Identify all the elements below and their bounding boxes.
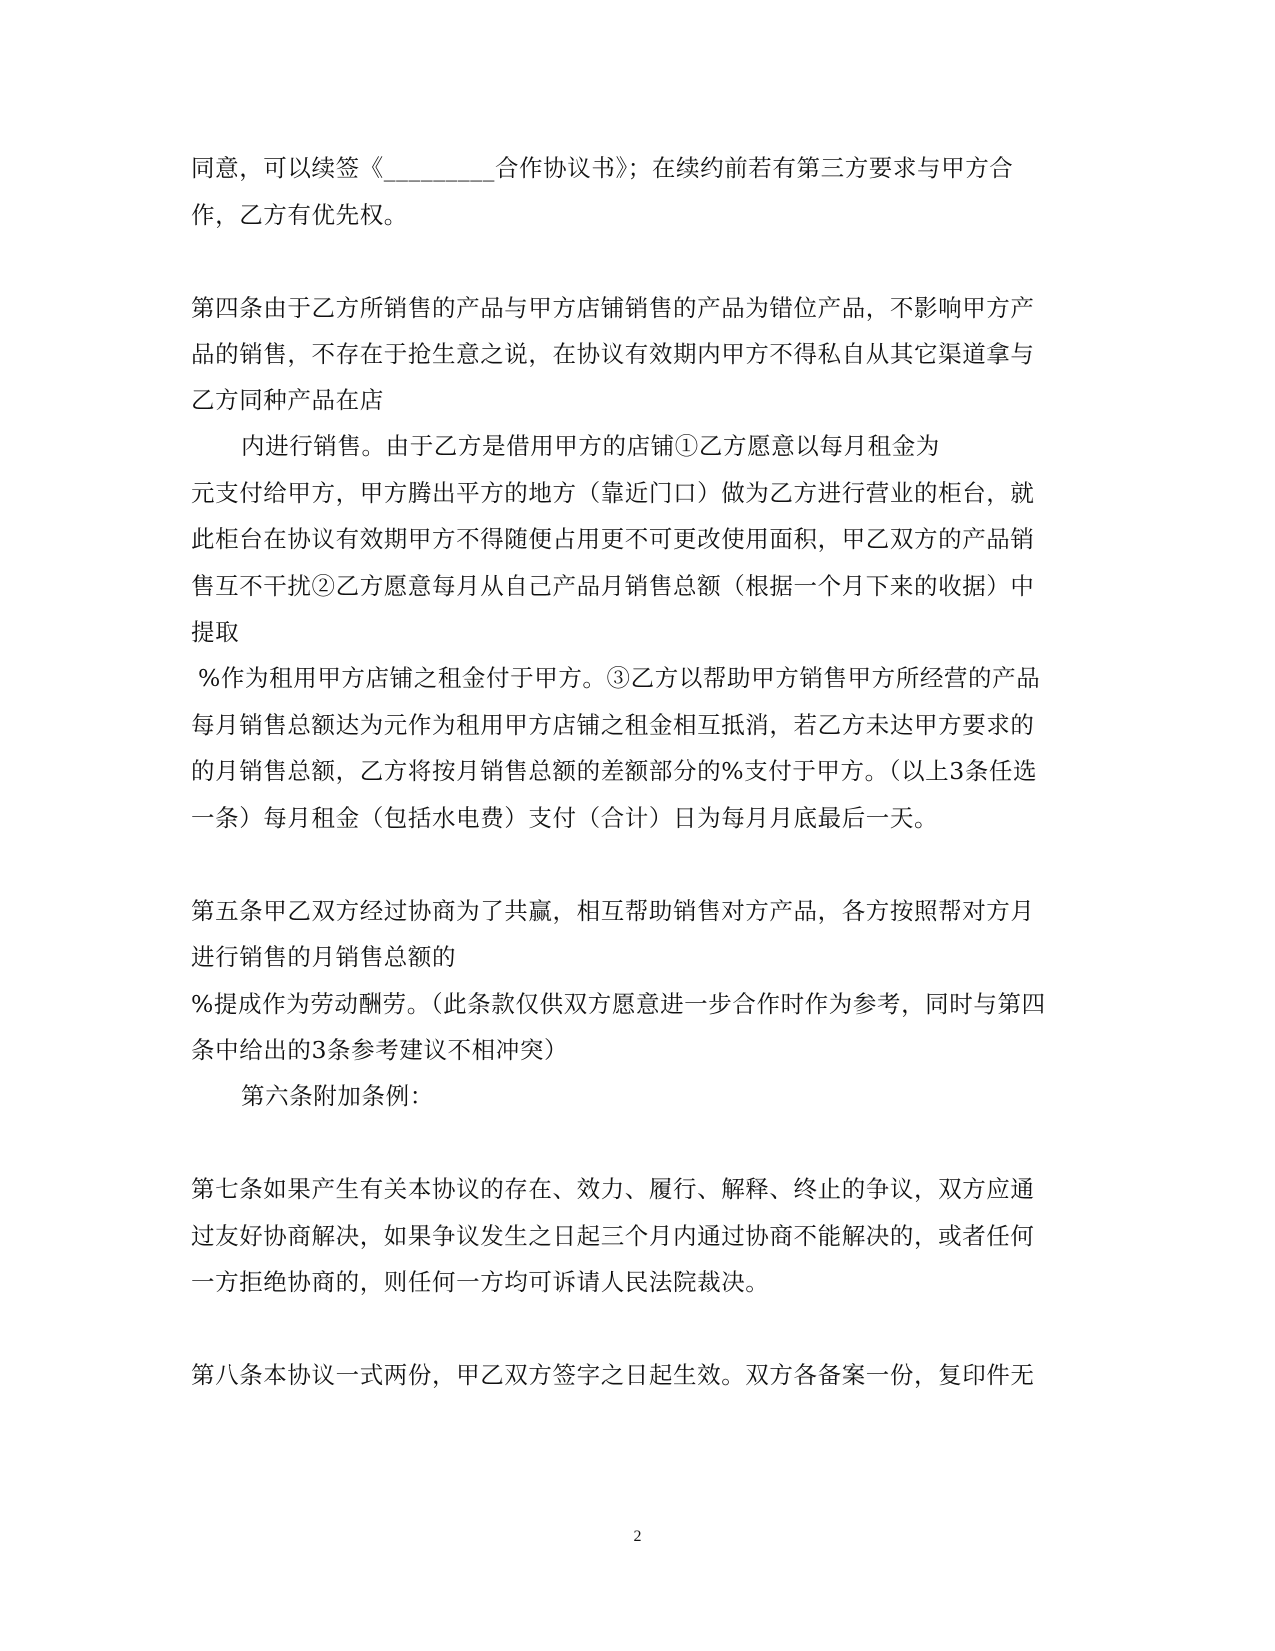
page-number: 2 xyxy=(633,1528,642,1545)
text-line: 条中给出的3条参考建议不相冲突） xyxy=(191,1036,569,1064)
text-line: 乙方同种产品在店 xyxy=(191,386,384,414)
text-line: 元支付给甲方，甲方腾出平方的地方（靠近门口）做为乙方进行营业的柜台，就 xyxy=(191,479,1035,507)
text-line: %作为租用甲方店铺之租金付于甲方。③乙方以帮助甲方销售甲方所经营的产品 xyxy=(198,664,1041,692)
text-line: 第五条甲乙双方经过协商为了共赢，相互帮助销售对方产品，各方按照帮对方月 xyxy=(191,897,1035,925)
text-line: 售互不干扰②乙方愿意每月从自己产品月销售总额（根据一个月下来的收据）中 xyxy=(191,572,1035,600)
text-line: 此柜台在协议有效期甲方不得随便占用更不可更改使用面积，甲乙双方的产品销 xyxy=(191,525,1035,553)
text-line: 每月销售总额达为元作为租用甲方店铺之租金相互抵消，若乙方未达甲方要求的 xyxy=(191,711,1035,739)
text-line: 作，乙方有优先权。 xyxy=(191,201,408,229)
text-line: 第八条本协议一式两份，甲乙双方签字之日起生效。双方各备案一份，复印件无 xyxy=(191,1361,1035,1389)
text-line: 的月销售总额，乙方将按月销售总额的差额部分的%支付于甲方。（以上3条任选 xyxy=(191,757,1038,785)
text-line: 进行销售的月销售总额的 xyxy=(191,943,457,971)
text-line: 同意，可以续签《_________合作协议书》；在续约前若有第三方要求与甲方合 xyxy=(191,154,1014,182)
text-line: 内进行销售。由于乙方是借用甲方的店铺①乙方愿意以每月租金为 xyxy=(241,432,940,460)
text-line: 第四条由于乙方所销售的产品与甲方店铺销售的产品为错位产品，不影响甲方产 xyxy=(191,294,1035,322)
text-line: 一方拒绝协商的，则任何一方均可诉请人民法院裁决。 xyxy=(191,1268,770,1296)
text-line: 一条）每月租金（包括水电费）支付（合计）日为每月月底最后一天。 xyxy=(191,804,939,832)
text-line: 提取 xyxy=(191,618,240,646)
text-line: 第七条如果产生有关本协议的存在、效力、履行、解释、终止的争议，双方应通 xyxy=(191,1175,1035,1203)
text-line: 过友好协商解决，如果争议发生之日起三个月内通过协商不能解决的，或者任何 xyxy=(191,1222,1035,1250)
text-line: 第六条附加条例： xyxy=(241,1082,434,1110)
text-line: %提成作为劳动酬劳。（此条款仅供双方愿意进一步合作时作为参考，同时与第四 xyxy=(191,990,1046,1018)
text-line: 品的销售，不存在于抢生意之说，在协议有效期内甲方不得私自从其它渠道拿与 xyxy=(191,340,1035,368)
